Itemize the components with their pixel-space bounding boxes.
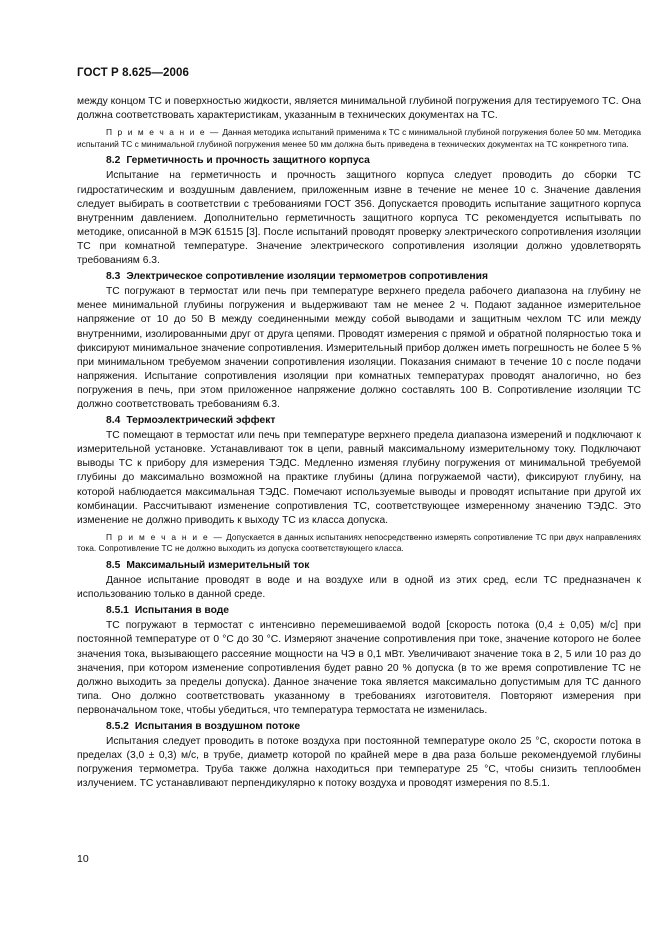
section-8-4-paragraph: ТС помещают в термостат или печь при температуре верхнего предела диапазона измерений и подключают к измерительной установке. Устанавливают ток в цепи, равный максимальному измерительному току. Подключают выводы ТС к прибору для измерения ТЭДС. Медленно изменяя глубину погружения от минимальной требуемой глубины до максимально возможной на практике глубины (длина погружаемой части), фиксируют глубину, на которой наблюдается максимальная ТЭДС. Помечают используемые выводы и проводят испытание при другой их комбинации. Рассчитывают изменение сопротивления ТС, соответствующее измеренному значению ТЭДС. Это изменение не должно приводить к выходу ТС из класса допуска.: [77, 430, 641, 526]
note-label: П р и м е ч а н и е —: [106, 127, 220, 138]
section-8-5-heading: [77, 559, 641, 573]
intro-note: [77, 127, 641, 150]
section-8-2-heading: [77, 154, 641, 168]
section-title: Максимальный измерительный ток: [126, 560, 310, 571]
section-title: Термоэлектрический эффект: [126, 415, 276, 427]
section-title: Испытания в воде: [134, 605, 230, 617]
note-label: П р и м е ч а н и е —: [106, 531, 224, 542]
intro-paragraph: между концом ТС и поверхностью жидкости, является минимальной глубиной погружения для тестируемого ТС. Она должна соответствовать характеристикам, указанным в технических документах на ТС.: [77, 96, 641, 122]
note-text: Данная методика испытаний применима к ТС с минимальной глубиной погружения более 50 мм. Методика испытаний ТС с минимальной глубиной погружения менее 50 мм должна быть приведена в технических документах на ТС конкретного типа.: [77, 127, 641, 149]
section-8-4-heading: [77, 414, 641, 428]
section-8-2-paragraph: Испытание на герметичность и прочность защитного корпуса следует проводить до сборки ТС гидростатическим и воздушным давлением, приложенным извне в течение не менее 10 с. Значение давления следует выбирать в соответствии с требованиями ГОСТ 356. Допускается проводить испытание защитного корпуса внутренним давлением. Дополнительно герметичность защитного корпуса ТС рекомендуется испытывать по методике, описанной в МЭК 61515 [3]. После испытаний проводят проверку электрического сопротивления изоляции ТС при комнатной температуре. Значение электрического сопротивления изоляции должно удовлетворять требованиям 6.3.: [77, 170, 641, 267]
section-number: 8.5.2: [106, 721, 129, 733]
section-number: 8.3: [106, 271, 121, 283]
note-text: Допускается в данных испытаниях непосредственно измерять сопротивление ТС при двух направлениях тока. Сопротивление ТС не должно выходить из допуска соответствующего класса.: [77, 531, 641, 554]
section-8-5-2-heading: [77, 720, 641, 734]
section-title: Герметичность и прочность защитного корпуса: [126, 155, 370, 167]
document-header: ГОСТ Р 8.625—2006: [77, 67, 189, 79]
section-number: 8.5: [106, 560, 121, 571]
section-title: Испытания в воздушном потоке: [134, 721, 301, 733]
document-body: [77, 95, 641, 792]
section-8-5-1-heading: [77, 604, 641, 618]
page-number: 10: [77, 853, 89, 865]
section-8-4-note: [77, 532, 641, 555]
section-8-5-2-paragraph: Испытания следует проводить в потоке воздуха при постоянной температуре около 25 °С, скорости потока в пределах (3,0 ± 0,3) м/с, в трубе, диаметр которой по крайней мере в два раза больше рекомендуемой глубины погружения термометра. Труба также должна находиться при температуре 25 °С, чтобы снизить теплообмен излучением. ТС устанавливают перпендикулярно к потоку воздуха и проводят измерения по 8.5.1.: [77, 736, 641, 790]
section-8-5-paragraph: Данное испытание проводят в воде и на воздухе или в одной из этих сред, если ТС предназначен к использованию только в данной среде.: [77, 575, 641, 601]
section-number: 8.4: [106, 415, 121, 427]
section-number: 8.5.1: [106, 605, 129, 617]
section-8-3-heading: [77, 270, 641, 284]
section-8-3-paragraph: ТС погружают в термостат или печь при температуре верхнего предела рабочего диапазона на глубину не менее минимальной глубины погружения и выдерживают там не менее 2 ч. Подают заданное измерительное напряжение от 10 до 50 В между соединенными между собой выводами и защитным чехлом ТС или между внутренними, изолированными друг от друга цепями. Проводят измерения с прямой и обратной полярностью тока и фиксируют минимальное значение сопротивления. Измерительный прибор должен иметь погрешность не более 5 % при минимальном требуемом значении сопротивления изоляции. Показания снимают в течение 10 с после подачи напряжения. Испытание сопротивления изоляции при комнатных температурах проводят аналогично, но без погружения в печь, при этом приложенное напряжение должно составлять 100 В. Сопротивление изоляции ТС должно соответствовать требованиям 6.3.: [77, 286, 641, 410]
section-8-5-1-paragraph: ТС погружают в термостат с интенсивно перемешиваемой водой [скорость потока (0,4 ± 0,05) м/с] при постоянной температуре от 0 °С до 30 °С. Измеряют значение сопротивления при токе, значение которого не более значения тока, вызывающего рассеяние мощности на ЧЭ в 0,1 мВт. Увеличивают значение тока в 2, 5 или 10 раз до значения, при котором изменение сопротивления будет равно 20 % допуска (в то же время сопротивление ТС не должно выходить за пределы допуска). Данное значение тока является максимально допустимым для ТС данного типа. Оно должно соответствовать указанному в требованиях изготовителя. Повторяют измерения при первоначальном токе, чтобы убедиться, что температура термостата не изменилась.: [77, 620, 641, 716]
section-title: Электрическое сопротивление изоляции термометров сопротивления: [126, 271, 488, 283]
section-number: 8.2: [106, 155, 121, 167]
